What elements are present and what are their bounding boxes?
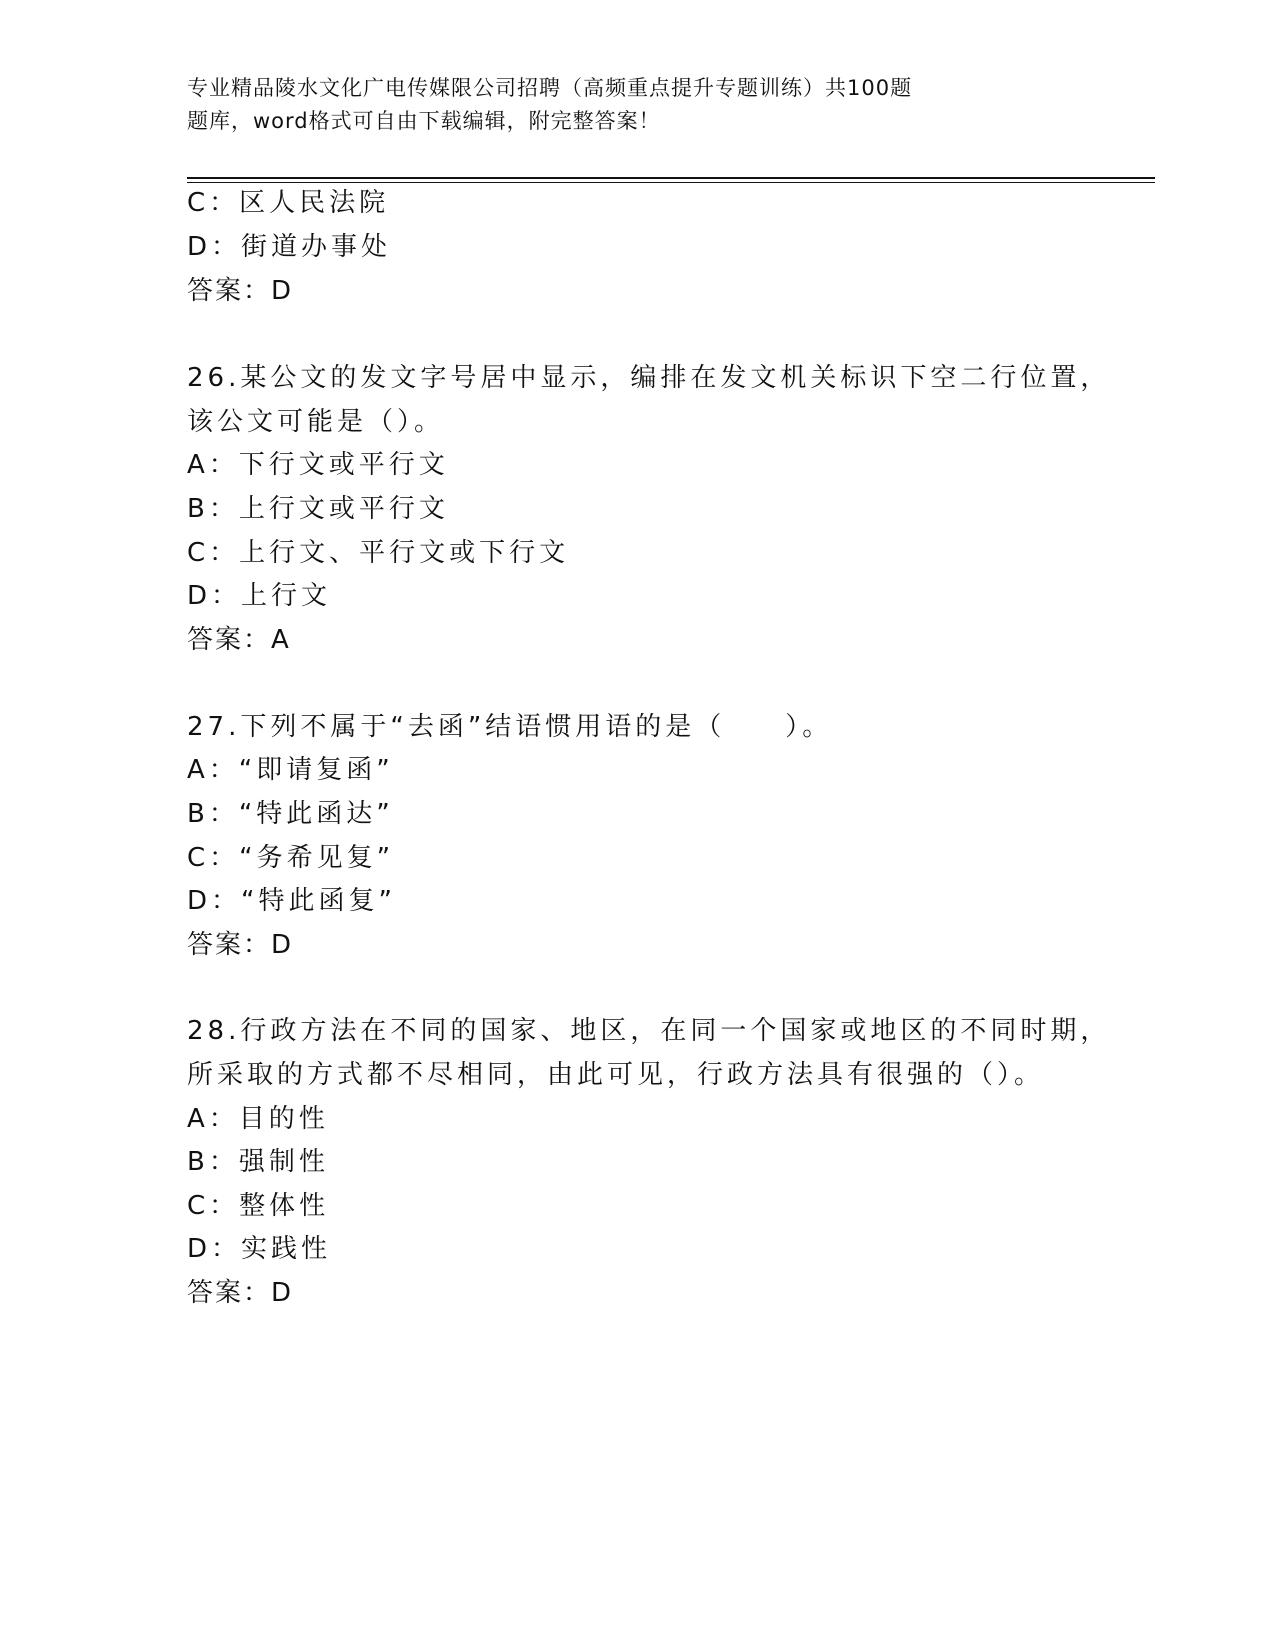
q28-answer: 答案：D xyxy=(187,1278,294,1308)
q28-option-b: B：强制性 xyxy=(187,1147,329,1177)
q25-option-c: C：区人民法院 xyxy=(187,188,390,218)
q26-stem-line-2: 该公文可能是（）。 xyxy=(187,407,445,437)
q28-option-a: A：目的性 xyxy=(187,1104,329,1134)
q27-option-c: C：“务希见复” xyxy=(187,843,395,873)
q27-option-d: D：“特此函复” xyxy=(187,886,396,916)
q26-stem-line-1: 26.某公文的发文字号居中显示，编排在发文机关标识下空二行位置， xyxy=(187,363,1111,393)
q28-option-d: D：实践性 xyxy=(187,1234,332,1264)
q26-option-a: A：下行文或平行文 xyxy=(187,450,449,480)
header-title-line-1: 专业精品陵水文化广电传媒限公司招聘（高频重点提升专题训练）共100题 xyxy=(187,76,913,100)
q26-answer: 答案：A xyxy=(187,625,291,655)
q25-option-d: D：街道办事处 xyxy=(187,232,392,262)
q27-option-a: A：“即请复函” xyxy=(187,755,394,785)
q28-option-c: C：整体性 xyxy=(187,1191,330,1221)
q27-answer: 答案：D xyxy=(187,930,294,960)
q27-stem: 27.下列不属于“去函”结语惯用语的是（ ）。 xyxy=(187,712,833,742)
q27-option-b: B：“特此函达” xyxy=(187,799,394,829)
q26-option-b: B：上行文或平行文 xyxy=(187,494,449,524)
q25-answer: 答案：D xyxy=(187,276,294,306)
header-divider-thick xyxy=(187,177,1155,179)
q26-option-d: D：上行文 xyxy=(187,581,332,611)
document-header xyxy=(187,72,1037,138)
q26-option-c: C：上行文、平行文或下行文 xyxy=(187,538,570,568)
q28-stem-line-2: 所采取的方式都不尽相同，由此可见，行政方法具有很强的（）。 xyxy=(187,1060,1045,1090)
header-title-line-2: 题库，word格式可自由下载编辑，附完整答案！ xyxy=(187,109,661,133)
header-divider-thin xyxy=(187,182,1155,183)
q28-stem-line-1: 28.行政方法在不同的国家、地区，在同一个国家或地区的不同时期， xyxy=(187,1016,1111,1046)
